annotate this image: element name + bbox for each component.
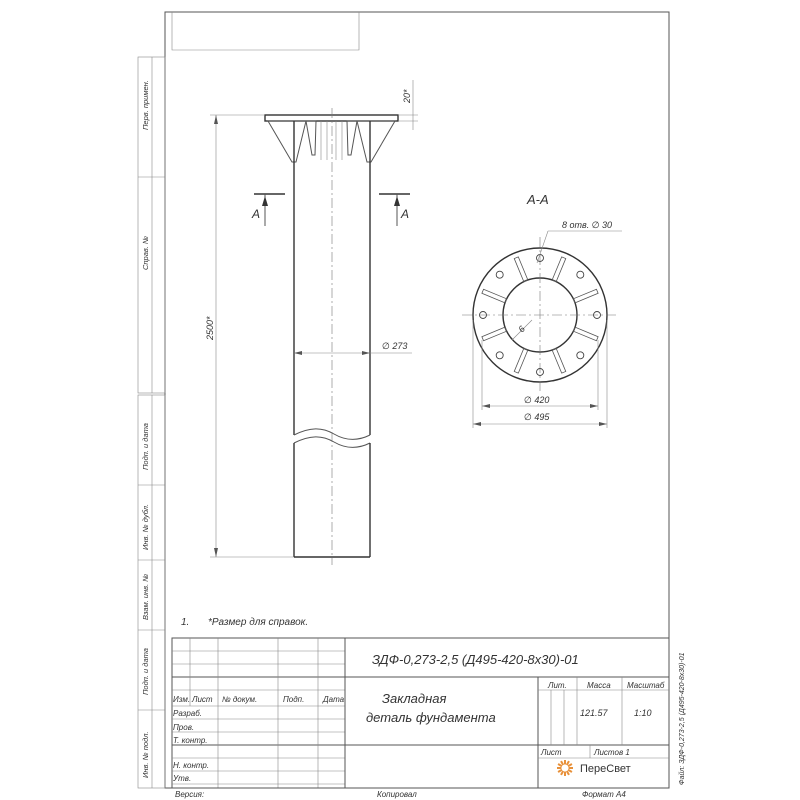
section-arrow-left bbox=[262, 196, 268, 206]
holes-callout: 8 отв. ∅ 30 bbox=[562, 220, 613, 230]
massa-value: 121.57 bbox=[580, 708, 608, 718]
masshtab-value: 1:10 bbox=[634, 708, 652, 718]
side-label-podp-data-1: Подп. и дата bbox=[141, 423, 150, 470]
col-list: Лист bbox=[192, 695, 213, 704]
dim-pipe-diameter: ∅ 273 bbox=[382, 341, 408, 351]
logo-ray bbox=[568, 770, 572, 772]
footer-kopiroval: Копировал bbox=[377, 790, 417, 799]
designation: ЗДФ-0,273-2,5 (Д495-420-8х30)-01 bbox=[372, 652, 579, 667]
row-tkontr: Т. контр. bbox=[173, 736, 208, 745]
massa-label: Масса bbox=[587, 681, 611, 690]
list-label: Лист bbox=[541, 748, 562, 757]
side-label-inv-podl: Инв. № подл. bbox=[141, 731, 150, 778]
side-label-perv-primen: Перв. примен. bbox=[141, 80, 150, 130]
footer-versiya: Версия: bbox=[175, 790, 205, 799]
gusset-rib bbox=[482, 327, 507, 341]
rib-thickness-label: 6 bbox=[516, 323, 527, 335]
logo-ray bbox=[567, 771, 569, 775]
gusset-rib bbox=[482, 289, 507, 303]
peresvet-logo-icon bbox=[557, 760, 573, 776]
name-line-2: деталь фундамента bbox=[366, 710, 496, 725]
note-number: 1. bbox=[181, 617, 190, 628]
gusset-rib bbox=[514, 348, 528, 373]
col-podp: Подп. bbox=[283, 695, 305, 704]
logo-ray bbox=[558, 764, 562, 766]
note-text: *Размер для справок. bbox=[208, 617, 309, 628]
section-mark-left: A bbox=[252, 207, 261, 221]
dim-length: 2500* bbox=[205, 316, 215, 340]
logo-ray bbox=[561, 771, 563, 775]
row-nkontr: Н. контр. bbox=[173, 761, 210, 770]
col-data: Дата bbox=[323, 695, 345, 704]
gusset-rib bbox=[552, 348, 566, 373]
row-utv: Утв. bbox=[173, 774, 192, 783]
side-label-podp-data-2: Подп. и дата bbox=[141, 648, 150, 695]
front-view bbox=[205, 80, 418, 565]
gusset-rib bbox=[573, 327, 598, 341]
col-izm: Изм. bbox=[173, 695, 191, 704]
section-title: A-A bbox=[527, 192, 549, 207]
flange-plate bbox=[265, 115, 398, 121]
dim-outer-diameter: ∅ 495 bbox=[524, 412, 550, 422]
section-arrow-right bbox=[394, 196, 400, 206]
bolt-hole bbox=[496, 271, 503, 278]
bolt-hole bbox=[496, 352, 503, 359]
side-label-sprav: Справ. № bbox=[141, 235, 150, 270]
lit-label: Лит. bbox=[548, 681, 567, 690]
gusset-left-outer bbox=[268, 121, 306, 162]
dim-bolt-circle: ∅ 420 bbox=[524, 395, 550, 405]
gusset-rib bbox=[514, 257, 528, 282]
section-a-a bbox=[462, 192, 622, 428]
gusset-rib bbox=[573, 289, 598, 303]
logo-ray bbox=[568, 764, 572, 766]
gusset-right-outer bbox=[357, 121, 395, 162]
sheet-border bbox=[165, 12, 669, 788]
gusset-rib bbox=[552, 257, 566, 282]
file-name-rotated: Файл: ЗДФ-0,273-2,5 (Д495-420-8х30)-01 bbox=[679, 652, 686, 785]
gusset-left-inner bbox=[306, 121, 316, 155]
name-line-1: Закладная bbox=[382, 691, 447, 706]
left-side-strip bbox=[138, 57, 165, 788]
logo-ray bbox=[567, 761, 569, 765]
side-label-inv-dubl: Инв. № дубл. bbox=[141, 503, 150, 550]
bolt-hole bbox=[577, 271, 584, 278]
top-stamp-box bbox=[172, 12, 359, 50]
footer-format: Формат А4 bbox=[582, 790, 626, 799]
logo-ray bbox=[561, 761, 563, 765]
side-label-vzam-inv: Взам. инв. № bbox=[141, 573, 150, 620]
gusset-right-inner bbox=[347, 121, 357, 155]
listov-label: Листов 1 bbox=[594, 748, 630, 757]
row-prov: Пров. bbox=[173, 723, 195, 732]
logo-text: ПереСвет bbox=[580, 763, 631, 775]
logo-ray bbox=[558, 770, 562, 772]
dim-flange-thickness: 20* bbox=[402, 89, 412, 103]
row-razrab: Разраб. bbox=[173, 709, 202, 718]
masshtab-label: Масштаб bbox=[627, 681, 665, 690]
bolt-hole bbox=[577, 352, 584, 359]
section-mark-right: A bbox=[401, 207, 410, 221]
title-block bbox=[172, 638, 669, 788]
col-dokum: № докум. bbox=[222, 695, 258, 704]
